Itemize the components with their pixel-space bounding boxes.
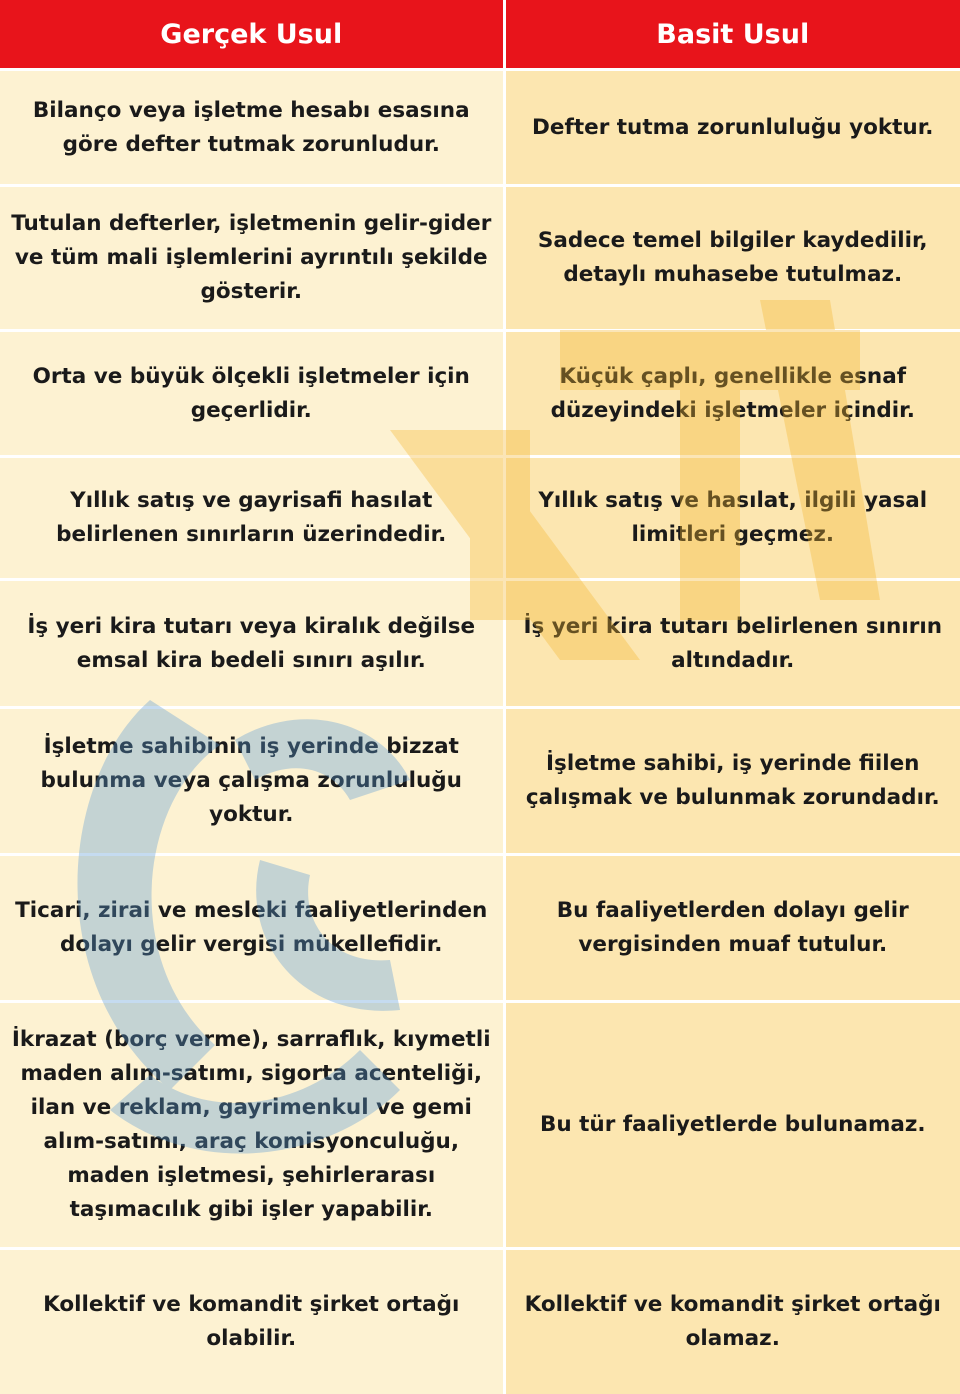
basit-usul-cell: Defter tutma zorunluluğu yoktur. [504,70,960,186]
basit-usul-cell: Bu tür faaliyetlerde bulunamaz. [504,1002,960,1249]
gercek-usul-cell: İşletme sahibinin iş yerinde bizzat bulunma veya çalışma zorunluluğu yoktur. [0,708,504,855]
table-row [0,186,960,331]
basit-usul-cell: Bu faaliyetlerden dolayı gelir vergisinden muaf tutulur. [504,855,960,1002]
table-row [0,457,960,580]
gercek-usul-cell: Kollektif ve komandit şirket ortağı olabilir. [0,1249,504,1394]
gercek-usul-cell: Ticari, zirai ve mesleki faaliyetlerinden dolayı gelir vergisi mükellefidir. [0,855,504,1002]
basit-usul-cell: İşletme sahibi, iş yerinde fiilen çalışmak ve bulunmak zorundadır. [504,708,960,855]
gercek-usul-cell: Bilanço veya işletme hesabı esasına göre defter tutmak zorunludur. [0,70,504,186]
table-row [0,855,960,1002]
table-row [0,708,960,855]
table-row [0,70,960,186]
basit-usul-cell: Sadece temel bilgiler kaydedilir, detaylı muhasebe tutulmaz. [504,186,960,331]
basit-usul-cell: Yıllık satış ve hasılat, ilgili yasal limitleri geçmez. [504,457,960,580]
gercek-usul-cell: Yıllık satış ve gayrisafi hasılat belirlenen sınırların üzerindedir. [0,457,504,580]
gercek-usul-cell: Orta ve büyük ölçekli işletmeler için geçerlidir. [0,331,504,457]
gercek-usul-cell: İkrazat (borç verme), sarraflık, kıymetli maden alım-satımı, sigorta acenteliği, ilan ve reklam, gayrimenkul ve gemi alım-satımı, araç komisyonculuğu, maden işletmesi, şehirlerarası taşımacılık gibi işler yapabilir. [0,1002,504,1249]
table-row [0,1002,960,1249]
basit-usul-cell: Kollektif ve komandit şirket ortağı olamaz. [504,1249,960,1394]
header-gercek-usul: Gerçek Usul [0,0,504,70]
table-row [0,580,960,708]
basit-usul-cell: Küçük çaplı, genellikle esnaf düzeyindeki işletmeler içindir. [504,331,960,457]
table-row [0,331,960,457]
gercek-usul-cell: İş yeri kira tutarı veya kiralık değilse emsal kira bedeli sınırı aşılır. [0,580,504,708]
header-row [0,0,960,70]
header-basit-usul: Basit Usul [504,0,960,70]
table-row [0,1249,960,1394]
basit-usul-cell: İş yeri kira tutarı belirlenen sınırın altındadır. [504,580,960,708]
gercek-usul-cell: Tutulan defterler, işletmenin gelir-gider ve tüm mali işlemlerini ayrıntılı şekilde gösterir. [0,186,504,331]
